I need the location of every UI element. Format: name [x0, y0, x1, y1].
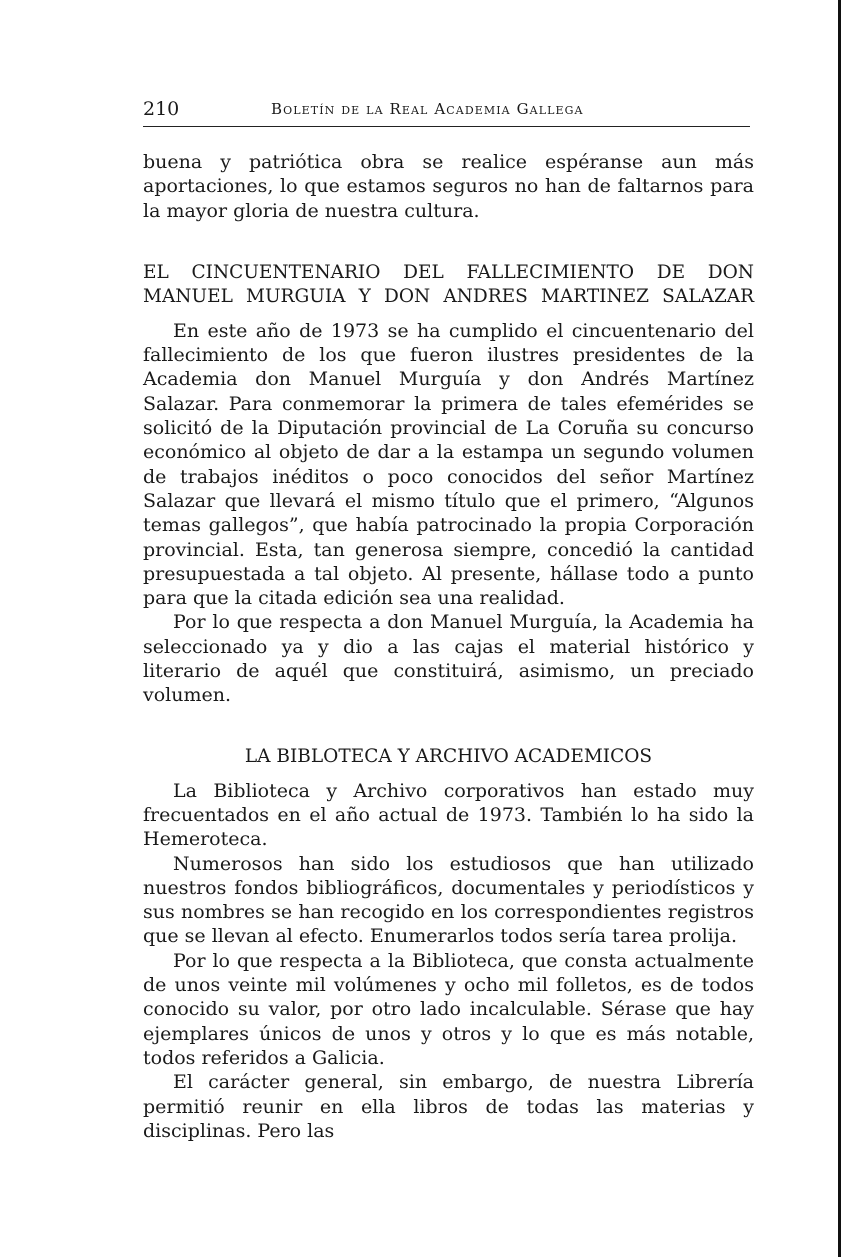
spacer [143, 708, 754, 745]
section1-title-line1: EL CINCUENTENARIO DEL FALLECIMIENTO DE DON [143, 261, 754, 283]
spacer [143, 309, 754, 319]
header-rule [143, 126, 750, 127]
page-edge-rule [838, 0, 841, 1257]
spacer [143, 769, 754, 779]
section1-title-line2: MANUEL MURGUIA Y DON ANDRES MARTINEZ SALAZAR [143, 285, 754, 307]
section2-paragraph: Numerosos han sido los estudiosos que han utilizado nuestros fondos bibliográficos, documentales y periodísticos y sus nombres se han recogido en los correspondientes registros que se llevan al efecto. Enumerarlos todos sería tarea prolija. [143, 852, 754, 948]
running-title: Boletín de la Real Academia Gallega [271, 100, 584, 118]
section2-title: LA BIBLOTECA Y ARCHIVO ACADEMICOS [244, 745, 653, 767]
section1-paragraph: En este año de 1973 se ha cumplido el cincuentenario del fallecimiento de los que fueron ilustres presidentes de la Academia don Manuel Murguía y don Andrés Martínez Salazar. Para conmemorar la primera de tales efemérides se solicitó de la Diputación provincial de La Coruña su concurso económico al objeto de dar a la estampa un segundo volumen de trabajos inéditos o poco conocidos del señor Martínez Salazar que llevará el mismo título que el primero, “Algunos temas gallegos”, que había patrocinado la propia Corporación provincial. Esta, tan generosa siempre, concedió la cantidad presupuestada a tal objeto. Al presente, hállase todo a punto para que la citada edición sea una realidad. [143, 319, 754, 610]
page-header [143, 98, 750, 122]
page-body [143, 150, 754, 1143]
section2-paragraph: La Biblioteca y Archivo corporativos han estado muy frecuentados en el año actual de 1973. También lo ha sido la Hemeroteca. [143, 779, 754, 851]
page-number: 210 [143, 98, 180, 120]
section1-paragraph: Por lo que respecta a don Manuel Murguía, la Academia ha seleccionado ya y dio a las cajas el material histórico y literario de aquél que constituirá, asimismo, un preciado volumen. [143, 611, 754, 707]
section2-paragraph: Por lo que respecta a la Biblioteca, que consta actualmente de unos veinte mil volúmenes y ocho mil folletos, es de todos conocido su valor, por otro lado incalculable. Sérase que hay ejemplares únicos de unos y otros y lo que es más notable, todos referidos a Galicia. [143, 949, 754, 1069]
intro-paragraph: buena y patriótica obra se realice espéranse aun más aportaciones, lo que estamos seguros no han de faltarnos para la mayor gloria de nuestra cultura. [143, 151, 754, 222]
spacer [143, 223, 754, 261]
section2-paragraph: El carácter general, sin embargo, de nuestra Librería permitió reunir en ella libros de todas las materias y disciplinas. Pero las [143, 1071, 754, 1142]
